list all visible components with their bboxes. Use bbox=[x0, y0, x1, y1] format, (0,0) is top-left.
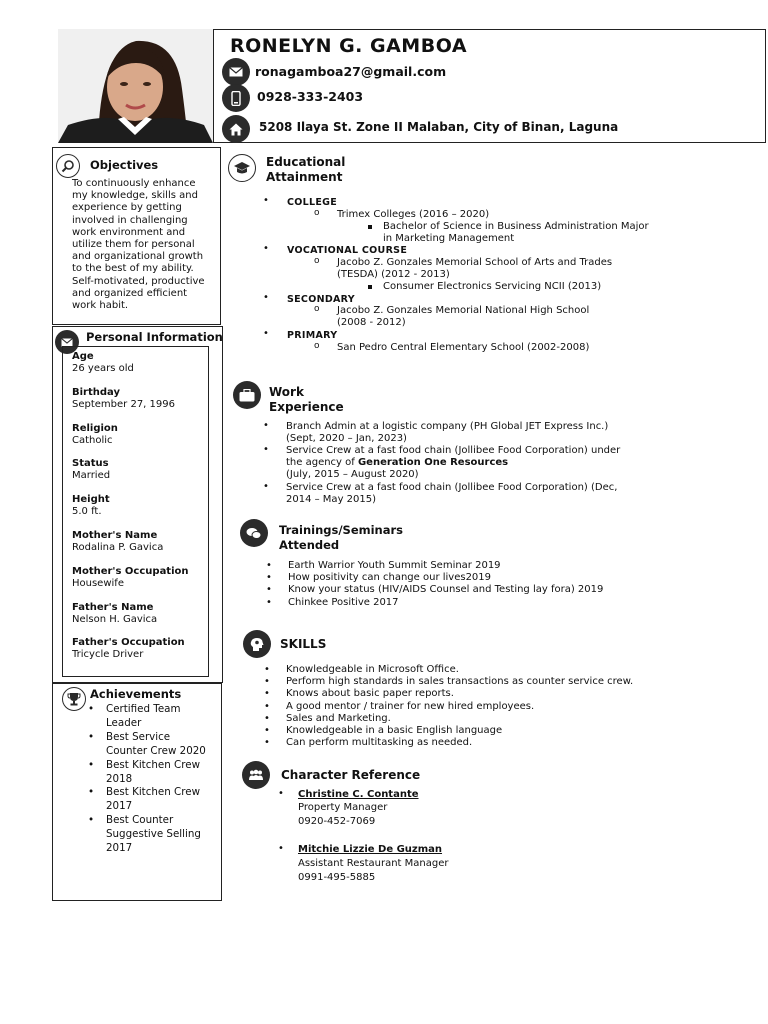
info-label: Father's Occupation bbox=[72, 637, 185, 649]
work-title-line: Work bbox=[269, 385, 304, 399]
square-bullet bbox=[368, 225, 372, 229]
trophy-icon bbox=[62, 687, 86, 711]
bullet: • bbox=[278, 788, 284, 799]
job-line bbox=[286, 457, 508, 469]
achievements-list bbox=[88, 703, 212, 856]
secondary-school: Jacobo Z. Gonzales Memorial National High School bbox=[337, 305, 590, 316]
job-line: (July, 2015 – August 2020) bbox=[286, 469, 419, 480]
skill-item: • Knowledgeable in Microsoft Office. bbox=[264, 664, 704, 676]
primary-label: PRIMARY bbox=[287, 330, 338, 341]
trainings-title bbox=[279, 523, 403, 553]
bullet: • bbox=[263, 195, 269, 206]
personal-info-title: Personal Information bbox=[86, 330, 223, 344]
skill-item: • Knowledgeable in a basic English language bbox=[264, 725, 704, 737]
achievement-item: • Best Kitchen Crew 2018 bbox=[88, 759, 212, 787]
personal-info-item bbox=[72, 423, 208, 459]
reference-phone: 0991-495-5885 bbox=[298, 872, 376, 883]
info-label: Religion bbox=[72, 422, 118, 434]
reference-name: Christine C. Contante bbox=[298, 789, 419, 800]
graduation-cap-icon bbox=[228, 154, 256, 182]
circle-bullet: o bbox=[314, 341, 320, 351]
skill-item: • A good mentor / trainer for new hired employees. bbox=[264, 701, 704, 713]
job-line: 2014 – May 2015) bbox=[286, 494, 377, 505]
training-item: • How positivity can change our lives2019 bbox=[266, 572, 686, 584]
info-label: Birthday bbox=[72, 386, 120, 398]
job-line: Service Crew at a fast food chain (Jollibee Food Corporation) under bbox=[286, 445, 621, 456]
bullet: • bbox=[263, 328, 269, 339]
info-value: 5.0 ft. bbox=[72, 506, 102, 518]
personal-info-item bbox=[72, 602, 208, 638]
personal-info-item bbox=[72, 494, 208, 530]
home-icon bbox=[222, 115, 250, 143]
skill-item: • Sales and Marketing. bbox=[264, 713, 704, 725]
personal-info-item bbox=[72, 458, 208, 494]
training-item: • Chinkee Positive 2017 bbox=[266, 597, 686, 609]
achievement-item: • Best Counter Suggestive Selling 2017 bbox=[88, 814, 212, 856]
briefcase-icon bbox=[233, 381, 261, 409]
objectives-title: Objectives bbox=[90, 158, 159, 172]
skill-item: • Can perform multitasking as needed. bbox=[264, 737, 704, 749]
job-agency-prefix: the agency of bbox=[286, 457, 358, 468]
skill-item: • Perform high standards in sales transactions as counter service crew. bbox=[264, 676, 704, 688]
info-label: Height bbox=[72, 494, 110, 506]
personal-info-item bbox=[72, 387, 208, 423]
job-line: Branch Admin at a logistic company (PH Global JET Express Inc.) bbox=[286, 421, 609, 432]
search-icon bbox=[56, 154, 80, 178]
college-degree: Bachelor of Science in Business Administration Major bbox=[383, 221, 649, 232]
people-group-icon bbox=[242, 761, 270, 789]
applicant-name: RONELYN G. GAMBOA bbox=[230, 35, 468, 57]
vocational-school-cont: (TESDA) (2012 - 2013) bbox=[337, 269, 450, 280]
bullet: • bbox=[278, 843, 284, 854]
info-label: Status bbox=[72, 458, 109, 470]
info-value: September 27, 1996 bbox=[72, 398, 175, 410]
achievements-title: Achievements bbox=[90, 687, 182, 701]
personal-info-item bbox=[72, 530, 208, 566]
info-value: Tricycle Driver bbox=[72, 649, 144, 661]
bullet: • bbox=[263, 481, 269, 492]
phone-icon bbox=[222, 84, 250, 112]
phone-text: 0928-333-2403 bbox=[257, 89, 364, 104]
chat-bubbles-icon bbox=[240, 519, 268, 547]
reference-role: Property Manager bbox=[298, 802, 388, 813]
square-bullet bbox=[368, 285, 372, 289]
training-item: • Know your status (HIV/AIDS Counsel and Testing lay fora) 2019 bbox=[266, 584, 686, 596]
education-title-line: Attainment bbox=[266, 170, 343, 184]
achievement-item: • Best Kitchen Crew 2017 bbox=[88, 786, 212, 814]
trainings-list bbox=[266, 560, 686, 609]
profile-photo bbox=[58, 29, 213, 143]
brain-head-icon bbox=[243, 630, 271, 658]
trainings-title-line: Trainings/Seminars bbox=[279, 523, 404, 537]
mail-icon bbox=[222, 58, 250, 86]
info-value: Married bbox=[72, 470, 111, 482]
vocational-school: Jacobo Z. Gonzales Memorial School of Arts and Trades bbox=[337, 257, 613, 268]
primary-school: San Pedro Central Elementary School (2002-2008) bbox=[337, 342, 590, 353]
info-value: Nelson H. Gavica bbox=[72, 613, 158, 625]
circle-bullet: o bbox=[314, 304, 320, 314]
reference-role: Assistant Restaurant Manager bbox=[298, 858, 449, 869]
skill-item: • Knows about basic paper reports. bbox=[264, 688, 704, 700]
college-degree-cont: in Marketing Management bbox=[383, 233, 515, 244]
work-title bbox=[269, 385, 344, 415]
personal-info-item bbox=[72, 637, 208, 673]
info-label: Father's Name bbox=[72, 601, 154, 613]
objectives-text: To continuously enhance my knowledge, skills and experience by getting involved in challenging work environment and utilize them for personal and organizational growth to the best of my ability. Self-motivated, productive and organized efficient work habit. bbox=[72, 178, 205, 312]
secondary-school-cont: (2008 - 2012) bbox=[337, 317, 406, 328]
vocational-course: Consumer Electronics Servicing NCII (2013) bbox=[383, 281, 602, 292]
personal-info-list bbox=[72, 351, 208, 673]
reference-phone: 0920-452-7069 bbox=[298, 816, 376, 827]
reference-name: Mitchie Lizzie De Guzman bbox=[298, 844, 443, 855]
college-label: COLLEGE bbox=[287, 197, 338, 208]
personal-info-item bbox=[72, 351, 208, 387]
education-title bbox=[266, 155, 345, 185]
job-line: Service Crew at a fast food chain (Jollibee Food Corporation) (Dec, bbox=[286, 482, 618, 493]
bullet: • bbox=[263, 243, 269, 254]
references-title: Character Reference bbox=[281, 768, 421, 782]
bullet: • bbox=[263, 444, 269, 455]
bullet: • bbox=[263, 420, 269, 431]
bullet: • bbox=[263, 292, 269, 303]
education-title-line: Educational bbox=[266, 155, 346, 169]
info-value: Catholic bbox=[72, 434, 113, 446]
circle-bullet: o bbox=[314, 256, 320, 266]
skills-title: SKILLS bbox=[280, 637, 327, 651]
info-value: Housewife bbox=[72, 577, 124, 589]
circle-bullet: o bbox=[314, 208, 320, 218]
personal-info-item bbox=[72, 566, 208, 602]
info-value: Rodalina P. Gavica bbox=[72, 541, 164, 553]
work-title-line: Experience bbox=[269, 400, 344, 414]
training-item: • Earth Warrior Youth Summit Seminar 2019 bbox=[266, 560, 686, 572]
college-school: Trimex Colleges (2016 – 2020) bbox=[337, 209, 490, 220]
info-label: Age bbox=[72, 351, 94, 362]
skills-list bbox=[264, 664, 704, 749]
vocational-label: VOCATIONAL COURSE bbox=[287, 245, 408, 256]
job-agency-name: Generation One Resources bbox=[357, 457, 509, 468]
email-text: ronagamboa27@gmail.com bbox=[255, 64, 447, 79]
job-line: (Sept, 2020 – Jan, 2023) bbox=[286, 433, 407, 444]
info-label: Mother's Occupation bbox=[72, 565, 189, 577]
address-text: 5208 Ilaya St. Zone II Malaban, City of Binan, Laguna bbox=[259, 120, 619, 134]
trainings-title-line: Attended bbox=[279, 538, 340, 552]
achievement-item: • Best Service Counter Crew 2020 bbox=[88, 731, 212, 759]
info-label: Mother's Name bbox=[72, 529, 158, 541]
achievement-item: • Certified Team Leader bbox=[88, 703, 212, 731]
info-value: 26 years old bbox=[72, 363, 134, 374]
secondary-label: SECONDARY bbox=[287, 294, 355, 305]
